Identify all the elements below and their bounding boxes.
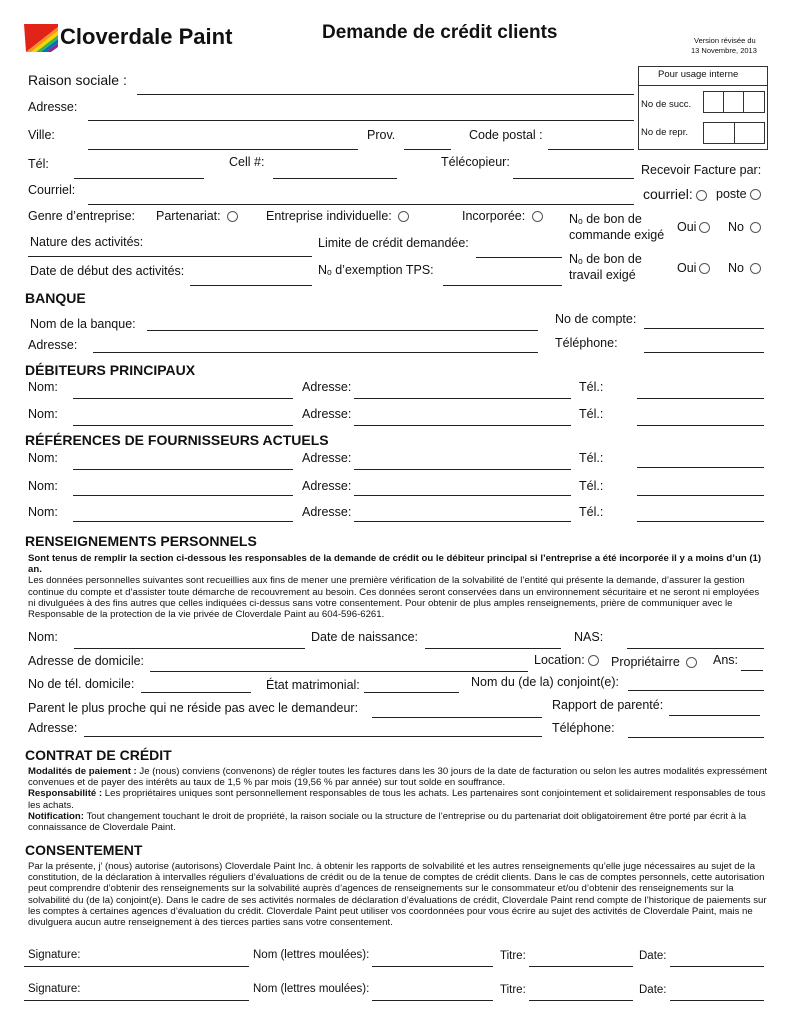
debiteurs-heading: DÉBITEURS PRINCIPAUX [25, 362, 196, 378]
courriel-field[interactable] [88, 204, 634, 205]
debiteur-tel-label: Tél.: [579, 407, 604, 421]
pers-adresse-field[interactable] [84, 736, 542, 737]
titre-label: Titre: [500, 984, 526, 996]
nom-banque-field[interactable] [147, 330, 538, 331]
bon-travail-no-label: No [728, 261, 744, 275]
office-use-title: Pour usage interne [658, 69, 739, 80]
fournisseur-tel-field[interactable] [637, 521, 764, 522]
debiteur-tel-field[interactable] [637, 425, 764, 426]
limite-credit-label: Limite de crédit demandée: [318, 236, 469, 250]
bon-commande-no-radio[interactable] [750, 222, 761, 233]
modalites-text: Je (nous) conviens (convenons) de régler toutes les factures dans les 30 jours de la date de facturation ou selon les autres modalités expressément convenues et de payer des intérêts au taux de 1,5 % par mois (19,56 % par année) sur tout solde en souffrance. [28, 766, 768, 789]
branch-number-field[interactable] [703, 91, 765, 113]
personnels-intro [28, 553, 768, 620]
cell-field[interactable] [273, 178, 397, 179]
no-compte-field[interactable] [644, 328, 764, 329]
rapport-parente-label: Rapport de parenté: [552, 698, 664, 712]
pers-nom-label: Nom: [28, 630, 58, 644]
ville-field[interactable] [88, 149, 358, 150]
fournisseur-adresse-field[interactable] [354, 469, 571, 470]
date-label: Date: [639, 950, 667, 962]
entreprise-individuelle-option[interactable] [266, 209, 409, 223]
debiteur-nom-field[interactable] [73, 425, 293, 426]
fournisseur-nom-field[interactable] [73, 495, 293, 496]
logo-text: Cloverdale Paint [60, 24, 233, 49]
exemption-tps-label: Nₒ d’exemption TPS: [318, 263, 434, 277]
bon-commande-no-option[interactable] [728, 220, 761, 234]
bon-commande-label-1: Nₒ de bon de [569, 212, 642, 226]
bon-travail-oui-option[interactable] [677, 261, 710, 275]
date-naissance-field[interactable] [425, 648, 561, 649]
debiteur-tel-field[interactable] [637, 398, 764, 399]
notification-label: Notification: [28, 810, 84, 822]
fournisseur-adresse-label: Adresse: [302, 479, 352, 493]
proprietaire-radio[interactable] [686, 657, 697, 668]
adresse-label: Adresse: [28, 100, 78, 114]
banque-adresse-label: Adresse: [28, 338, 78, 352]
debiteur-nom-field[interactable] [73, 398, 293, 399]
fournisseur-adresse-label: Adresse: [302, 451, 352, 465]
debiteur-row [0, 380, 791, 404]
parent-proche-label: Parent le plus proche qui ne réside pas avec le demandeur: [28, 701, 359, 715]
responsabilite-text: Les propriétaires uniques sont personnellement responsables de tous les achats. Les partenaires sont conjointement et solidairement responsables de tous les achats. [28, 788, 766, 811]
adresse-domicile-label: Adresse de domicile: [28, 654, 145, 668]
partenariat-option[interactable] [156, 209, 238, 223]
bon-travail-no-option[interactable] [728, 261, 761, 275]
personnels-heading: RENSEIGNEMENTS PERSONNELS [25, 533, 257, 549]
pers-telephone-label: Téléphone: [552, 721, 615, 735]
bon-commande-oui-radio[interactable] [699, 222, 710, 233]
incorporee-label: Incorporée: [462, 209, 526, 223]
signature-label: Signature: [28, 949, 81, 961]
adresse-field[interactable] [88, 120, 634, 121]
debiteur-nom-label: Nom: [28, 407, 58, 421]
signature-field[interactable] [24, 966, 249, 967]
personnels-intro-text: Les données personnelles suivantes sont recueillies aux fins de mener une première vérification de la solvabilité de l’entité qui présente la demande, d’assurer la gestion continue du compte et d’assister toute démarche de recouvrement au besoin. Ces données seront conservées dans un environnement sécuritaire et ne seront ni employées ni divulguées à des fins autres que celles indiquées ci-dessus sans votre consentement. Pour obtenir de plus amples renseignements, prière de communiquer avec le Responsable de la protection de la vie privée de Cloverdale Paint au 604-596-6261. [28, 575, 760, 621]
nom-banque-label: Nom de la banque: [30, 317, 136, 331]
date-field[interactable] [670, 1000, 764, 1001]
rep-number-field[interactable] [703, 122, 765, 144]
code-postal-label: Code postal : [469, 128, 543, 142]
page-title: Demande de crédit clients [322, 22, 558, 43]
pers-nom-field[interactable] [74, 648, 305, 649]
prov-field[interactable] [404, 149, 451, 150]
prov-label: Prov. [367, 128, 396, 142]
raison-sociale-field[interactable] [137, 94, 634, 95]
bon-travail-label-1: Nₒ de bon de [569, 252, 642, 266]
exemption-tps-field[interactable] [443, 285, 562, 286]
banque-adresse-field[interactable] [93, 352, 538, 353]
banque-telephone-label: Téléphone: [555, 336, 618, 350]
nom-lettres-label: Nom (lettres moulées): [253, 983, 370, 995]
facture-poste-option[interactable] [716, 187, 761, 201]
conjoint-field[interactable] [628, 690, 764, 691]
bon-commande-label-2: commande exigé [569, 228, 665, 242]
pers-adresse-label: Adresse: [28, 721, 78, 735]
fournisseur-nom-label: Nom: [28, 479, 58, 493]
notification-text: Tout changement touchant le droit de propriété, la raison sociale ou la structure de l’entreprise ou du partenariat doit obligatoirement être porté par écrit à la connaissance de Cloverdale Paint. [28, 810, 747, 834]
date-label: Date: [639, 984, 667, 996]
telecopieur-field[interactable] [513, 178, 634, 179]
location-label: Location: [534, 653, 585, 667]
debiteur-tel-label: Tél.: [579, 380, 604, 394]
bon-travail-oui-radio[interactable] [699, 263, 710, 274]
tel-domicile-field[interactable] [141, 692, 251, 693]
incorporee-option[interactable] [462, 209, 543, 223]
raison-sociale-label: Raison sociale : [28, 72, 127, 88]
bon-travail-no-radio[interactable] [750, 263, 761, 274]
bon-commande-oui-label: Oui [677, 220, 697, 234]
entreprise-individuelle-label: Entreprise individuelle: [266, 209, 392, 223]
nature-activites-field[interactable] [28, 256, 312, 257]
logo [22, 22, 262, 58]
fournisseur-tel-label: Tél.: [579, 479, 604, 493]
fournisseur-row [0, 505, 791, 529]
etat-matrimonial-label: État matrimonial: [266, 678, 360, 692]
fournisseur-tel-field[interactable] [637, 495, 764, 496]
contrat-heading: CONTRAT DE CRÉDIT [25, 747, 172, 763]
bon-travail-label-2: travail exigé [569, 268, 636, 282]
courriel-label: Courriel: [28, 183, 76, 197]
banque-heading: BANQUE [25, 290, 86, 306]
debiteur-adresse-label: Adresse: [302, 380, 352, 394]
facture-courriel-radio[interactable] [696, 190, 707, 201]
responsabilite-label: Responsabilité : [28, 788, 103, 800]
debiteur-adresse-field[interactable] [354, 425, 571, 426]
location-radio[interactable] [588, 655, 599, 666]
fournisseur-nom-field[interactable] [73, 469, 293, 470]
partenariat-label: Partenariat: [156, 209, 221, 223]
signature-field[interactable] [24, 1000, 249, 1001]
genre-entreprise-label: Genre d’entreprise: [28, 209, 136, 223]
debiteur-row [0, 407, 791, 431]
titre-field[interactable] [529, 966, 633, 967]
signature-label: Signature: [28, 983, 81, 995]
recevoir-facture-label: Recevoir Facture par: [641, 163, 762, 177]
pers-telephone-field[interactable] [628, 737, 764, 738]
branch-number-label: No de succ. [641, 99, 692, 110]
banque-telephone-field[interactable] [644, 352, 764, 353]
modalites-label: Modalités de paiement : [28, 766, 137, 777]
debiteur-adresse-field[interactable] [354, 398, 571, 399]
version-line-1: Version révisée du [694, 36, 756, 45]
cell-label: Cell #: [229, 155, 265, 169]
fournisseur-adresse-field[interactable] [354, 521, 571, 522]
etat-matrimonial-field[interactable] [364, 692, 459, 693]
bon-commande-oui-option[interactable] [677, 220, 710, 234]
debiteur-adresse-label: Adresse: [302, 407, 352, 421]
date-naissance-label: Date de naissance: [311, 630, 419, 644]
titre-label: Titre: [500, 950, 526, 962]
tel-label: Tél: [28, 157, 49, 171]
signature-row [0, 949, 791, 973]
date-debut-field[interactable] [190, 285, 312, 286]
ville-label: Ville: [28, 128, 55, 142]
partenariat-radio[interactable] [227, 211, 238, 222]
tel-field[interactable] [74, 178, 204, 179]
no-compte-label: No de compte: [555, 312, 637, 326]
rep-number-label: No de repr. [641, 127, 688, 138]
signature-row [0, 983, 791, 1007]
fournisseur-nom-field[interactable] [73, 521, 293, 522]
fournisseur-nom-label: Nom: [28, 505, 58, 519]
ans-field[interactable] [741, 670, 763, 671]
code-postal-field[interactable] [548, 149, 634, 150]
facture-poste-label: poste [716, 187, 747, 201]
location-option[interactable] [534, 653, 599, 667]
fournisseur-adresse-field[interactable] [354, 495, 571, 496]
adresse-domicile-field[interactable] [150, 671, 528, 672]
fournisseur-adresse-label: Adresse: [302, 505, 352, 519]
facture-poste-radio[interactable] [750, 189, 761, 200]
facture-courriel-option[interactable] [643, 186, 707, 202]
personnels-intro-bold: Sont tenus de remplir la section ci-dessous les responsables de la demande de crédit ou le débiteur principal si l’entreprise a été incorporée il y a moins d’un (1) an. [28, 553, 762, 576]
bon-commande-no-label: No [728, 220, 744, 234]
incorporee-radio[interactable] [532, 211, 543, 222]
fournisseur-tel-label: Tél.: [579, 505, 604, 519]
nas-field[interactable] [627, 648, 764, 649]
logo-mark-icon [22, 22, 60, 54]
debiteur-nom-label: Nom: [28, 380, 58, 394]
titre-field[interactable] [529, 1000, 633, 1001]
nature-activites-label: Nature des activités: [30, 235, 144, 249]
contrat-text [28, 766, 768, 833]
nom-lettres-field[interactable] [372, 966, 493, 967]
version-line-2: 13 Novembre, 2013 [691, 46, 757, 55]
consentement-text: Par la présente, j’ (nous) autorise (autorisons) Cloverdale Paint Inc. à obtenir les rapports de solvabilité et les autres renseignements qu’elle juge nécessaires au sujet de la constitution, de la déclaration à intervalles réguliers d’évaluations de crédit ou de la tenue de comptes de crédit clients. Dans le cas de comptes personnels, cette autorisation peut comprendre d’obtenir des renseignements sur la solvabilité auprès d’agences de renseignements sur le consommateur et/ou d’obtenir des renseignements sur la solvabilité du (de la) conjoint(e). Dans le cadre de ses activités normales de déclaration d’évaluations de crédit, Cloverdale Paint rend compte de l’historique de paiements sur les comptes à certaines agences d’évaluation du crédit. Cloverdale Paint peut utiliser vos coordonnées pour vous écrire au sujet des activités de Cloverdale Paint, mais ne divulguera aucun autre renseignement à des tierces parties sans votre consentement. [28, 861, 767, 929]
fournisseur-row [0, 451, 791, 475]
bon-travail-oui-label: Oui [677, 261, 697, 275]
tel-domicile-label: No de tél. domicile: [28, 677, 135, 691]
fournisseurs-heading: RÉFÉRENCES DE FOURNISSEURS ACTUELS [25, 432, 329, 448]
parent-proche-field[interactable] [372, 717, 542, 718]
date-field[interactable] [670, 966, 764, 967]
nom-lettres-field[interactable] [372, 1000, 493, 1001]
limite-credit-field[interactable] [476, 257, 562, 258]
telecopieur-label: Télécopieur: [441, 155, 510, 169]
fournisseur-nom-label: Nom: [28, 451, 58, 465]
conjoint-label: Nom du (de la) conjoint(e): [471, 675, 619, 689]
fournisseur-tel-label: Tél.: [579, 451, 604, 465]
fournisseur-row [0, 479, 791, 503]
date-debut-label: Date de début des activités: [30, 264, 185, 278]
proprietaire-label: Propriétairre [611, 655, 680, 669]
entreprise-individuelle-radio[interactable] [398, 211, 409, 222]
ans-label: Ans: [713, 653, 739, 667]
proprietaire-option[interactable] [611, 655, 697, 669]
consentement-heading: CONSENTEMENT [25, 842, 143, 858]
fournisseur-tel-field[interactable] [637, 467, 764, 468]
office-use-box [638, 66, 768, 150]
nom-lettres-label: Nom (lettres moulées): [253, 949, 370, 961]
nas-label: NAS: [574, 630, 604, 644]
rapport-parente-field[interactable] [669, 715, 760, 716]
facture-courriel-label: courriel: [643, 186, 693, 202]
